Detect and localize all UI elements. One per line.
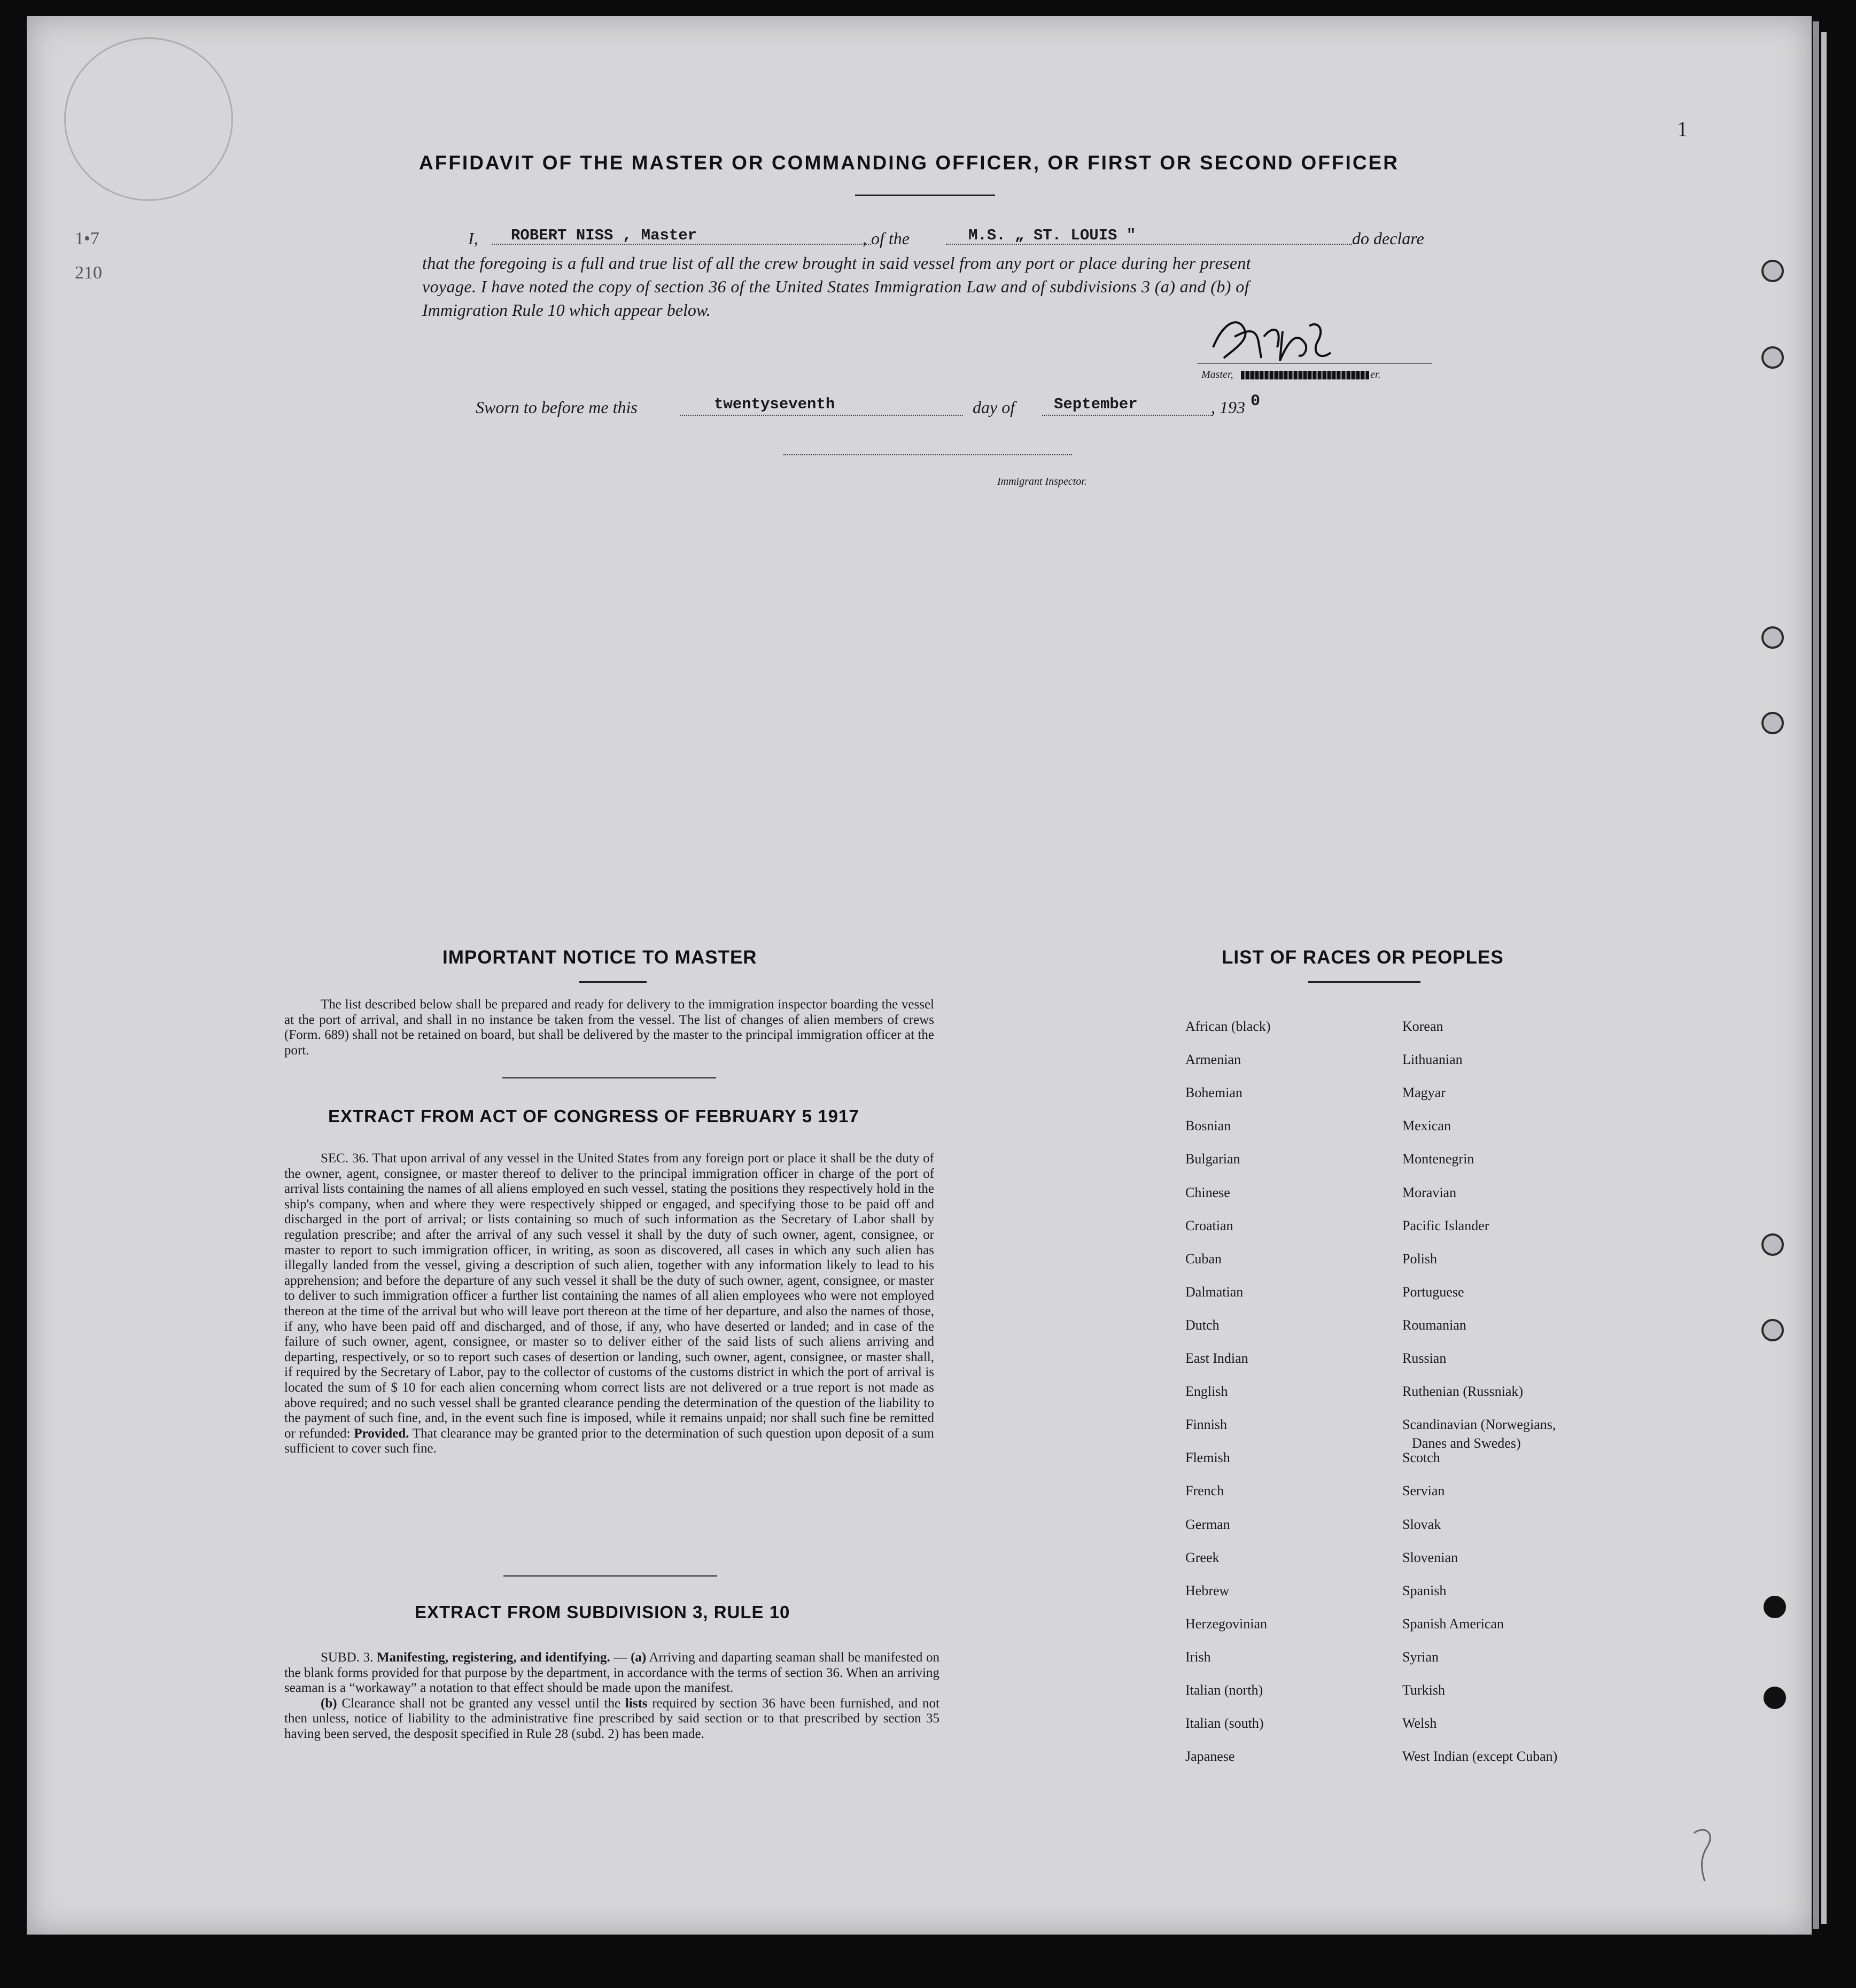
race-item: Slovenian xyxy=(1402,1550,1458,1565)
race-item: Armenian xyxy=(1185,1052,1241,1067)
race-item: Bosnian xyxy=(1185,1118,1231,1133)
signer-title: Master, xyxy=(1201,369,1233,380)
sworn-month-field: September xyxy=(1054,395,1138,413)
race-item: Mexican xyxy=(1402,1118,1451,1133)
race-item-continuation: Danes and Swedes) xyxy=(1412,1435,1521,1451)
race-item: Turkish xyxy=(1402,1682,1445,1698)
race-item: Slovak xyxy=(1402,1517,1441,1532)
race-item: Dalmatian xyxy=(1185,1284,1244,1300)
punch-hole xyxy=(1761,260,1784,282)
race-item: Spanish xyxy=(1402,1583,1447,1598)
races-title-underline xyxy=(1308,981,1420,983)
race-item: Syrian xyxy=(1402,1649,1439,1665)
race-item: English xyxy=(1185,1384,1228,1399)
rule-extract-title: EXTRACT FROM SUBDIVISION 3, RULE 10 xyxy=(415,1602,790,1622)
race-item: Chinese xyxy=(1185,1185,1230,1200)
affidavit-body-line-1: that the foregoing is a full and true list of all the crew brought in said vessel from any port or place during her present xyxy=(422,253,1251,273)
race-item: Cuban xyxy=(1185,1251,1222,1267)
vessel-name-field: M.S. „ ST. LOUIS " xyxy=(968,227,1136,244)
race-item: Lithuanian xyxy=(1402,1052,1463,1067)
race-item: Croatian xyxy=(1185,1218,1233,1233)
race-item: Spanish American xyxy=(1402,1616,1504,1632)
page-edge-inner xyxy=(1821,32,1827,1924)
document-page xyxy=(27,16,1812,1935)
race-item: Portuguese xyxy=(1402,1284,1464,1300)
rule-extract-text: SUBD. 3. Manifesting, registering, and identifying. — (a) Arriving and daparting seaman shall be manifested on the blank forms provided for that purpose by the department, in accordance with the terms of section 36. When an arriving seaman is a “workaway” a notation to that effect should be made upon the manifest. (b) Clearance shall not be granted any vessel until the lists required by section 36 have been furnished, and not then unless, notice of liability to the administrative fine prescribed by said section or to that prescribed by section 35 having been served, the desposit specified in Rule 28 (subd. 2) has been made. xyxy=(284,1650,940,1741)
affidavit-body-line-2: voyage. I have noted the copy of section 36 of the United States Immigration Law and of subdivisions 3 (a) and (b) of xyxy=(422,277,1249,296)
year-prefix: , 193 xyxy=(1211,398,1245,417)
faded-stamp-seal xyxy=(64,37,233,201)
punch-hole xyxy=(1764,1596,1786,1618)
do-declare-label: do declare xyxy=(1352,229,1424,248)
race-item: Herzegovinian xyxy=(1185,1616,1268,1632)
punch-hole xyxy=(1761,1319,1784,1341)
race-item: Scandinavian (Norwegians, xyxy=(1402,1417,1556,1432)
master-signature xyxy=(1202,310,1363,374)
notice-text: The list described below shall be prepared and ready for delivery to the immigration inspector boarding the vessel at the port of arrival, and shall in no instance be taken from the vessel. The list of changes of alien members of crews (Form. 689) shall not be retained on board, but shall be delivered by the master to the principal immigration officer at the port. xyxy=(284,997,934,1058)
race-item: Irish xyxy=(1185,1649,1211,1665)
notice-title: IMPORTANT NOTICE TO MASTER xyxy=(442,947,757,968)
race-item: Japanese xyxy=(1185,1749,1235,1764)
race-item: Montenegrin xyxy=(1402,1151,1474,1167)
act-extract-title: EXTRACT FROM ACT OF CONGRESS OF FEBRUARY 5 1917 xyxy=(328,1106,859,1126)
punch-hole xyxy=(1761,346,1784,369)
signer-title-suffix: er. xyxy=(1370,369,1381,380)
sworn-label: Sworn to before me this xyxy=(476,398,638,417)
race-item: Greek xyxy=(1185,1550,1220,1565)
section-divider xyxy=(502,1077,716,1078)
affidavit-i-label: I, xyxy=(468,229,478,248)
inspector-signature-line xyxy=(783,454,1072,455)
affidavit-title: AFFIDAVIT OF THE MASTER OR COMMANDING OFFICER, OR FIRST OR SECOND OFFICER xyxy=(419,152,1399,174)
race-item: West Indian (except Cuban) xyxy=(1402,1749,1558,1764)
race-item: Pacific Islander xyxy=(1402,1218,1489,1233)
inspector-label: Immigrant Inspector. xyxy=(997,476,1087,487)
punch-hole xyxy=(1761,1233,1784,1256)
sworn-day-line xyxy=(680,415,963,416)
day-of-label: day of xyxy=(973,398,1015,417)
sworn-day-field: twentyseventh xyxy=(714,395,835,413)
race-item: Bulgarian xyxy=(1185,1151,1240,1167)
race-item: African (black) xyxy=(1185,1019,1271,1034)
punch-hole xyxy=(1764,1687,1786,1709)
race-item: German xyxy=(1185,1517,1230,1532)
handwritten-mark xyxy=(1683,1822,1726,1886)
race-item: Dutch xyxy=(1185,1317,1220,1333)
race-item: Scotch xyxy=(1402,1450,1440,1465)
race-item: Bohemian xyxy=(1185,1085,1242,1100)
race-item: Moravian xyxy=(1402,1185,1457,1200)
title-underline xyxy=(855,195,995,196)
page-edge xyxy=(1813,21,1819,1929)
race-item: Italian (south) xyxy=(1185,1715,1264,1731)
races-title: LIST OF RACES OR PEOPLES xyxy=(1222,947,1504,968)
race-item: Ruthenian (Russniak) xyxy=(1402,1384,1524,1399)
race-item: Servian xyxy=(1402,1483,1445,1498)
race-item: Magyar xyxy=(1402,1085,1446,1100)
margin-number-bottom: 210 xyxy=(75,263,102,283)
master-name-field: ROBERT NISS , Master xyxy=(511,227,697,244)
of-the-label: , of the xyxy=(863,229,910,248)
race-item: Roumanian xyxy=(1402,1317,1466,1333)
act-extract-text: SEC. 36. That upon arrival of any vessel in the United States from any foreign port or place it shall be the duty of the owner, agent, consignee, or master thereof to deliver to the principal immigration officer in charge of the port of arrival lists containing the names of all aliens employed en such vessel, stating the positions they respectively hold in the ship's company, when and where they were respectively shipped or engaged, and specifying those to be paid off and discharged in the port of arrival; or lists containing so much of such information as the Secretary of Labor shall by regulation prescribe; and after the arrival of any such vessel it shall by the duty of such owner, agent, consignee, or master to report to such immigration officer, in writing, as soon as discovered, all cases in which any such alien has illegally landed from the vessel, giving a description of such alien, together with any information likely to lead to his apprehension; and before the departure of any such vessel it shall be the duty of such owner, agent, consignee, or master to deliver to such immigration officer a further list containing the names of all alien employees who were not employed thereon at the time of the arrival but who will leave port thereon at the time of her departure, and also the names of those, if any, who have been paid off and discharged, and of those, if any, who have deserted or landed; and in case of the failure of such owner, agent, consignee, or master so to deliver either of the said lists of such aliens arriving and departing, respectively, or so to report such cases of desertion or landing, such owner, agent, consignee, or master shall, if required by the Secretary of Labor, pay to the collector of customs of the customs district in which the port of arrival is located the sum of $ 10 for each alien concerning whom correct lists are not delivered or a true report is not made as above required; and no such vessel shall be granted clearance pending the determination of the question of the liability to the payment of such fine, and, in the event such fine is imposed, while it remains unpaid; nor shall such fine be remitted or refunded: Provided. That clearance may be granted prior to the determination of such question upon deposit of a sum sufficient to cover such fine. xyxy=(284,1151,934,1456)
race-item: Welsh xyxy=(1402,1715,1437,1731)
race-item: Russian xyxy=(1402,1350,1447,1366)
race-item: Finnish xyxy=(1185,1417,1228,1432)
notice-title-underline xyxy=(579,981,647,983)
punch-hole xyxy=(1761,626,1784,649)
struck-out-text xyxy=(1241,371,1369,379)
punch-hole xyxy=(1761,712,1784,734)
race-item: Korean xyxy=(1402,1019,1443,1034)
signature-line xyxy=(1197,363,1432,364)
margin-number-top: 1•7 xyxy=(75,229,99,248)
race-item: Flemish xyxy=(1185,1450,1230,1465)
race-item: Polish xyxy=(1402,1251,1438,1267)
race-item: French xyxy=(1185,1483,1224,1498)
race-item: Hebrew xyxy=(1185,1583,1230,1598)
top-right-mark: 1 xyxy=(1677,117,1688,141)
section-divider xyxy=(503,1575,717,1577)
sworn-month-line xyxy=(1042,415,1213,416)
year-digit-field: 0 xyxy=(1251,392,1261,410)
affidavit-body-line-3: Immigration Rule 10 which appear below. xyxy=(422,300,711,320)
race-item: East Indian xyxy=(1185,1350,1248,1366)
race-item: Italian (north) xyxy=(1185,1682,1263,1698)
